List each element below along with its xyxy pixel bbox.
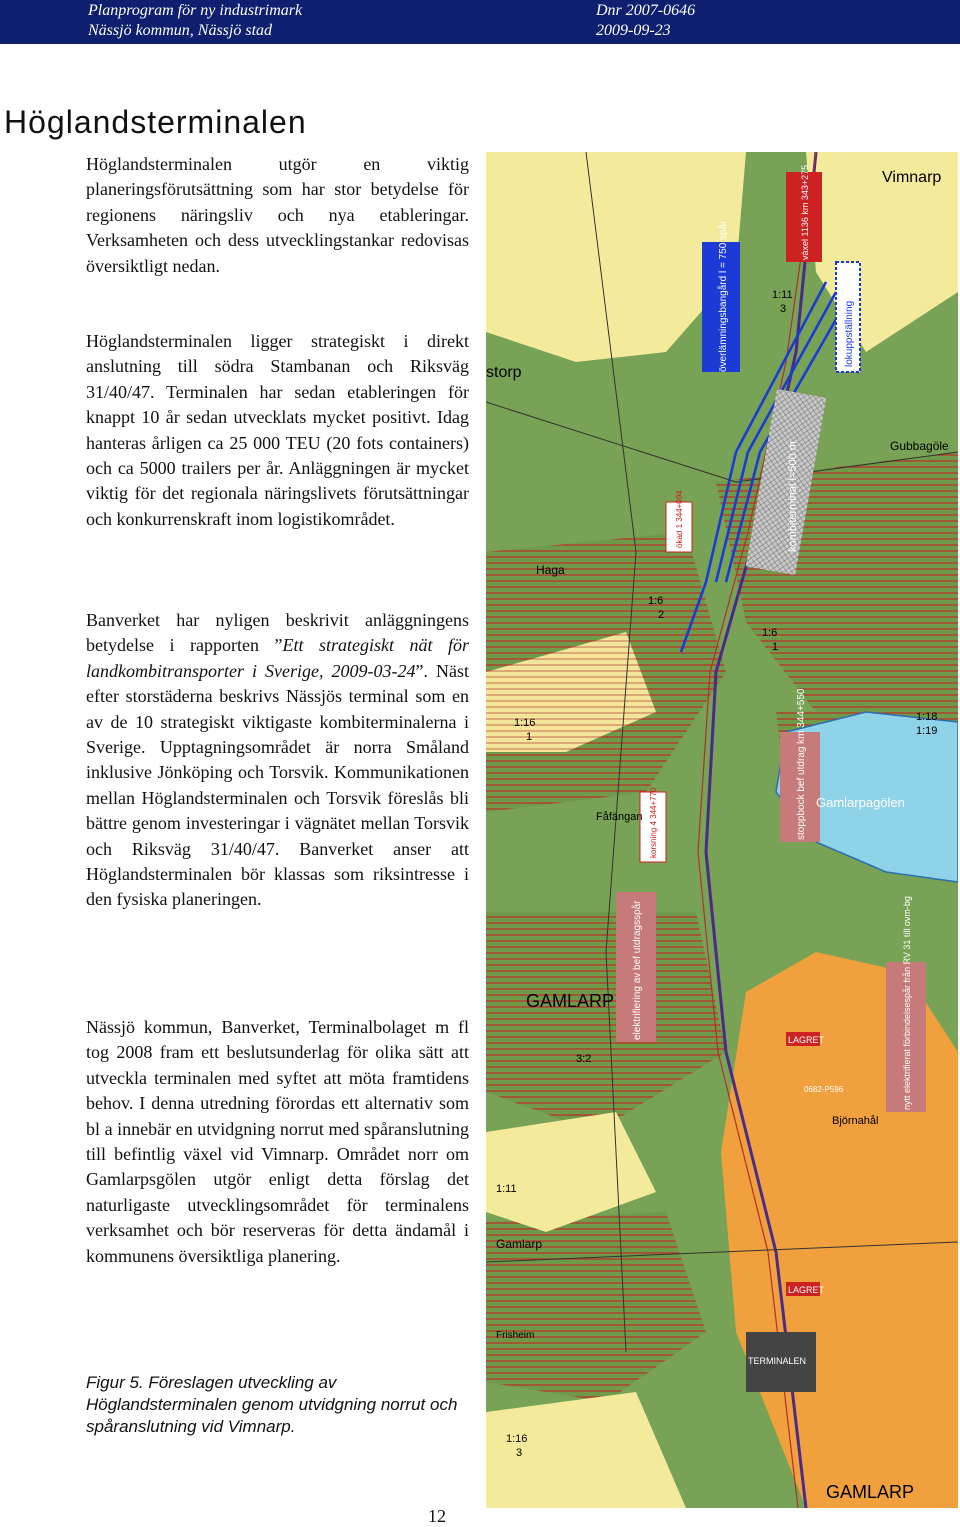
terminalen-label: TERMINALEN [748, 1356, 807, 1366]
scale-label: 1:19 [916, 725, 938, 737]
paragraph-3 [86, 608, 469, 913]
header-location: Nässjö kommun, Nässjö stad [88, 22, 273, 39]
scale-label: 1:16 [514, 717, 536, 729]
place-name: Frisheim [496, 1330, 535, 1341]
kombiterminal-label: kombiterminal l=500 m [787, 441, 799, 552]
forbindelsespar-label: nytt elektrifierat förbindelsespår från RV 31 till ovm-bg [902, 896, 912, 1110]
place-name: Vimnarp [882, 169, 942, 186]
paragraph-2: Höglandsterminalen ligger strategiskt i direkt anslutning till södra Stambanan och Riksväg 31/40/47. Terminalen har sedan etableringen för knappt 10 år sedan utvecklats mycket positivt. Idag hanteras årligen ca 25 000 TEU (20 fots containers) och ca 5000 trailers per år. Anläggningen är mycket viktig för det regionala näringslivets förutsättningar och konkurrenskraft inom logistikområdet. [86, 331, 469, 529]
lagret-label-2: LAGRET [788, 1285, 825, 1295]
scale-label: 1:6 [648, 595, 664, 607]
place-name: Fåfängan [596, 811, 643, 823]
place-name: GAMLARP [526, 991, 615, 1011]
scale-label: 1:16 [506, 1433, 528, 1445]
report-title: Ett strategiskt nät för landkombitransporter i Sverige, 2009-03-24 [86, 635, 469, 681]
header-doc-title: Planprogram för ny industrimark [88, 2, 303, 19]
overlamning-label: överlämningsbangård l = 750 spår [718, 220, 729, 372]
terminal-map [486, 152, 958, 1508]
scale-label: 3:2 [576, 1053, 592, 1065]
scale-label: 1:11 [496, 1183, 517, 1195]
place-name: GAMLARP [826, 1482, 915, 1502]
elektrifiering-label: elektrifiering av bef utdragsspår [632, 900, 643, 1040]
page-header [0, 0, 960, 44]
lokuppstallning-label: lokuppställning [844, 300, 855, 367]
paragraph-3-end: ”. Näst efter storstäderna beskrivs Nässjös terminal som en av de 10 strategiskt viktigaste kombiterminalerna i Sverige. Upptagningsområdet är norra Småland inklusive Jönköping och Torsvik. Kommunikationen mellan Höglandsterminalen och Torsvik föreslås bli bättre genom investeringar i vägnätet mellan Torsvik och Riksväg 31/40/47. Banverket anser att Höglandsterminalen bör klassas som riksintresse i den fysiska planeringen. [86, 660, 469, 910]
scale-label: 3 [780, 303, 787, 315]
stoppbock-label: stoppbock bef utdrag km 344+550 [796, 688, 807, 840]
paragraph-1: Höglandsterminalen utgör en viktig planeringsförutsättning som har stor betydelse för regionens näringsliv och nya etableringar. Verksamheten och dess utvecklingstankar redovisas översiktligt nedan. [86, 154, 469, 276]
figure-caption: Figur 5. Föreslagen utveckling av Höglandsterminalen genom utvidgning norrut och spåranslutning vid Vimnarp. [86, 1373, 458, 1436]
header-dnr: Dnr 2007-0646 [596, 2, 696, 19]
lagret-label-1: LAGRET [788, 1035, 825, 1045]
scale-label: 1 [772, 641, 779, 653]
page-number: 12 [428, 1506, 446, 1526]
vaxel-top-label: växel 1136 km 343+275 [800, 164, 810, 260]
scale-label: 1:11 [772, 289, 793, 301]
scale-label: 1:6 [762, 627, 778, 639]
scale-label: 1 [526, 731, 533, 743]
scale-label: 1:18 [916, 711, 938, 723]
scale-label: 2 [658, 609, 665, 621]
place-name: Gamlarp [496, 1237, 543, 1251]
body-column-2 [86, 329, 469, 532]
place-name: Gubbagöle [890, 439, 949, 453]
place-name: storp [486, 364, 522, 381]
paragraph-3-start: Banverket har nyligen beskrivit anläggningens betydelse i rapporten ” [86, 610, 469, 656]
place-name: Gamlarpagölen [816, 795, 905, 810]
korsning-label: korsning 4 344+770 [649, 787, 658, 858]
place-name: Haga [536, 563, 565, 577]
body-column [86, 152, 469, 279]
section-heading: Höglandsterminalen [4, 104, 307, 140]
place-name: Björnahål [832, 1115, 879, 1127]
okad-label: ökad 1 344+094 [675, 490, 684, 548]
body-column-3 [86, 608, 469, 913]
paragraph-4: Nässjö kommun, Banverket, Terminalbolaget m fl tog 2008 fram ett beslutsunderlag för olika sätt att utveckla terminalen med syftet att möta framtidens behov. I denna utredning förordas ett alternativ som bl a innebär en utvidgning norrut med spåranslutning till befintlig växel vid Vimnarp. Området norr om Gamlarpsgölen utgör enligt detta förslag det naturligaste utvecklingsområdet för terminalens verksamhet och bör reserveras för detta ändamål i kommunens översiktliga planering. [86, 1017, 469, 1266]
body-column-4 [86, 1015, 469, 1269]
header-date: 2009-09-23 [596, 22, 671, 39]
scale-label: 3 [516, 1447, 523, 1459]
okad-bottom-label: 0682-P596 [804, 1085, 844, 1094]
